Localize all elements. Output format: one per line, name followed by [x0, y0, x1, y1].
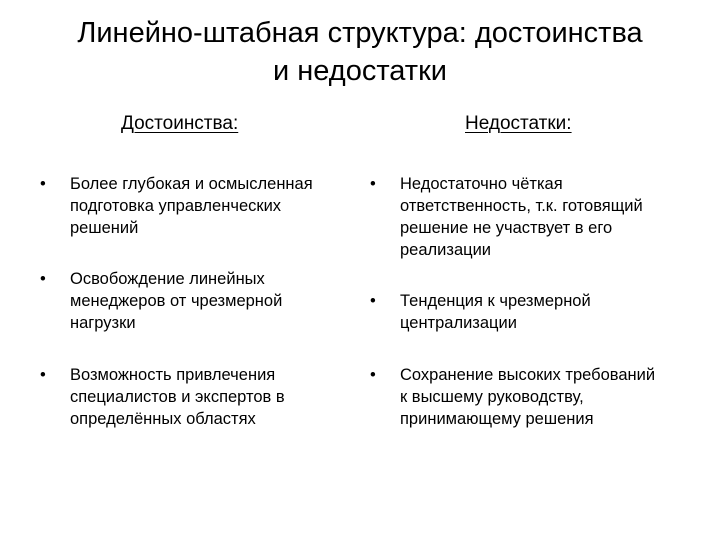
pros-list-item — [40, 268, 330, 334]
slide-title — [0, 14, 720, 90]
cons-list-item — [370, 290, 660, 334]
bullet-icon: • — [40, 366, 46, 384]
pros-item-text: Освобождение линейных менеджеров от чрезмерной нагрузки — [70, 270, 283, 332]
cons-item-text: Тенденция к чрезмерной централизации — [400, 292, 591, 332]
cons-item-text: Сохранение высоких требований к высшему руководству, принимающему решения — [400, 366, 656, 428]
pros-item-text: Возможность привлечения специалистов и экспертов в определённых областях — [70, 366, 285, 428]
pros-list-item — [40, 364, 330, 430]
slide-title-line-1: Линейно-штабная структура: достоинства — [77, 17, 643, 49]
pros-list-item — [40, 173, 330, 239]
bullet-icon: • — [40, 270, 46, 288]
pros-item-text: Более глубокая и осмысленная подготовка управленческих решений — [70, 175, 313, 237]
cons-item-text: Недостаточно чёткая ответственность, т.к. готовящий решение не участвует в его реализации — [400, 175, 643, 259]
slide-title-line-2: и недостатки — [273, 55, 447, 87]
bullet-icon: • — [370, 366, 376, 384]
bullet-icon: • — [370, 175, 376, 193]
bullet-icon: • — [370, 292, 376, 310]
bullet-icon: • — [40, 175, 46, 193]
pros-heading: Достоинства: — [121, 113, 239, 134]
cons-list-item — [370, 364, 660, 430]
cons-heading: Недостатки: — [465, 113, 572, 134]
cons-list-item — [370, 173, 660, 261]
